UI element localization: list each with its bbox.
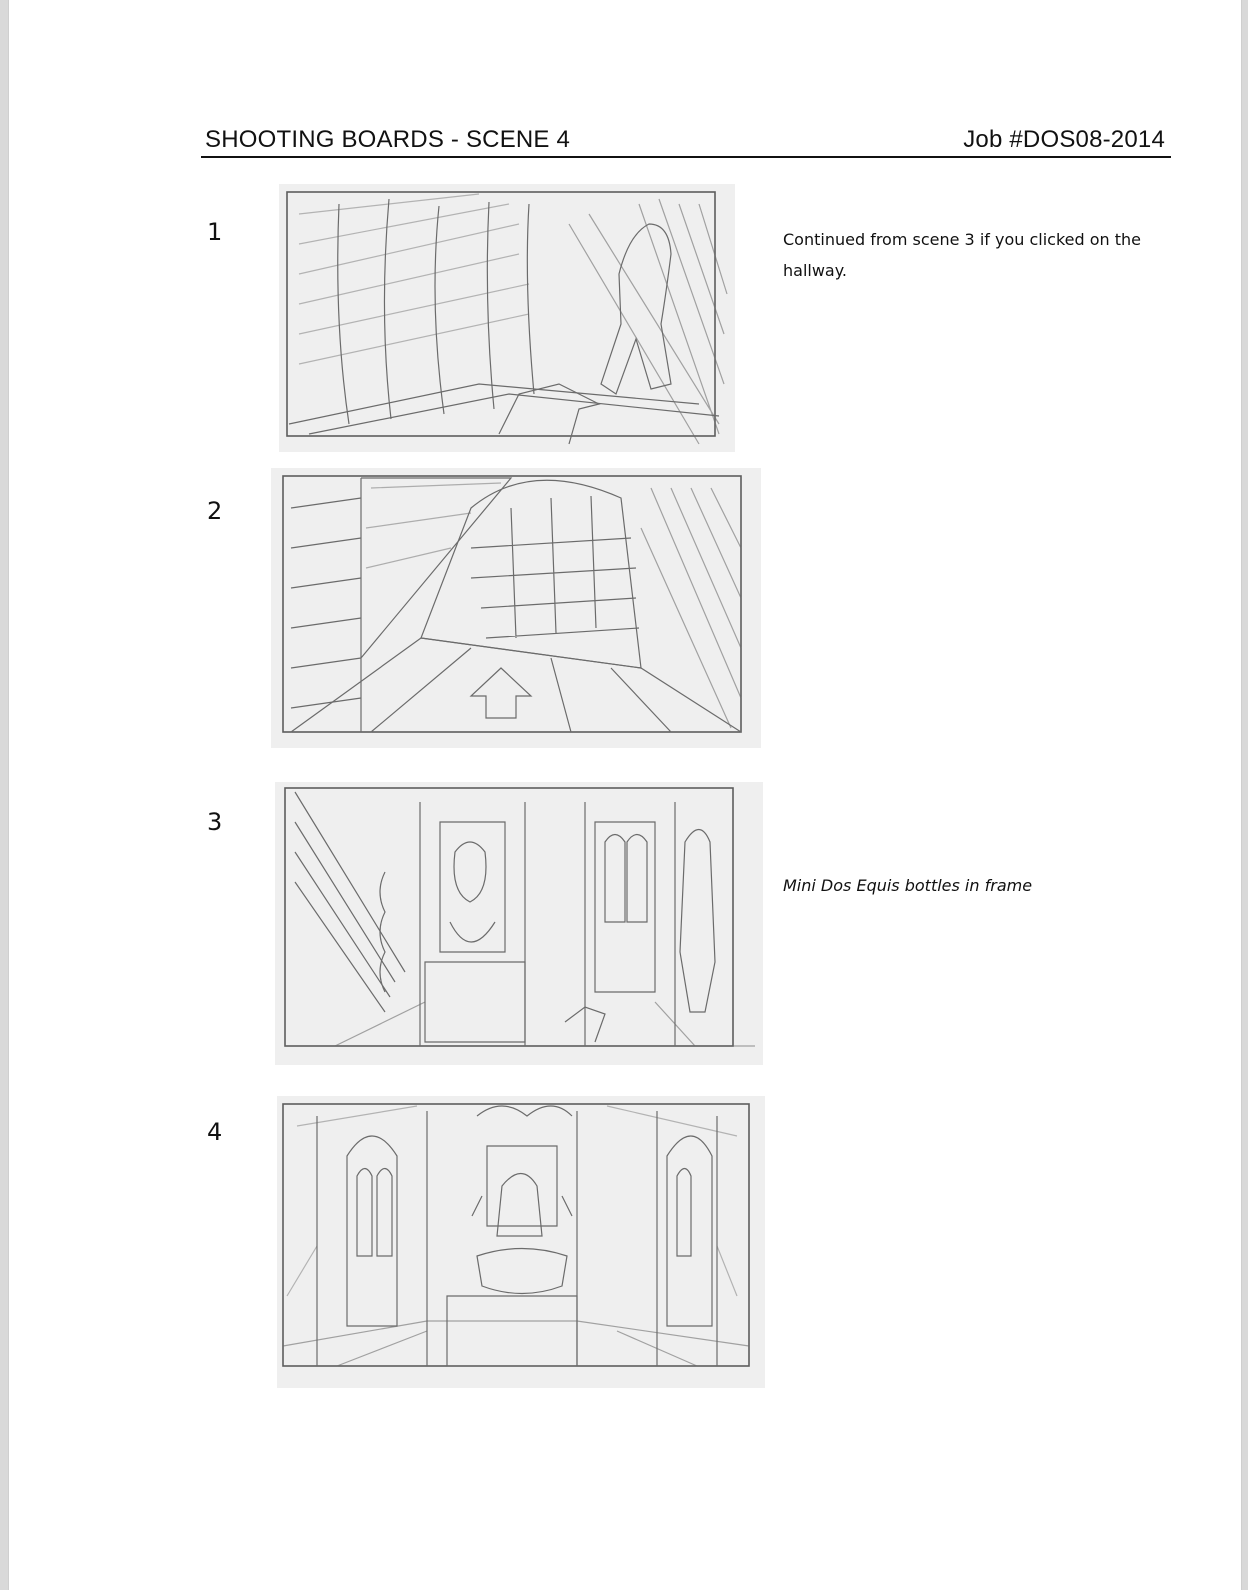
- hallway-figure-sketch: [279, 184, 735, 452]
- panel-note-3: Mini Dos Equis bottles in frame: [783, 876, 1033, 895]
- panel-number-4: 4: [207, 1118, 223, 1146]
- storyboard-frame-2: [271, 468, 761, 748]
- shrine-room-sketch: [275, 782, 763, 1065]
- storyboard-frame-3: [275, 782, 763, 1065]
- stone-corridor-sketch: [271, 468, 761, 748]
- panel-note-1: Continued from scene 3 if you clicked on the hallway.: [783, 230, 1142, 280]
- page-title: SHOOTING BOARDS - SCENE 4: [205, 126, 571, 153]
- storyboard-frame-1: [279, 184, 735, 452]
- altar-cauldron-sketch: [277, 1096, 765, 1388]
- panel-number-3: 3: [207, 808, 223, 836]
- job-number: Job #DOS08-2014: [963, 126, 1165, 153]
- panel-number-2: 2: [207, 497, 223, 525]
- panel-number-1: 1: [207, 218, 223, 246]
- page-header: [201, 122, 1171, 158]
- storyboard-frame-4: [277, 1096, 765, 1388]
- storyboard-page: [8, 0, 1242, 1590]
